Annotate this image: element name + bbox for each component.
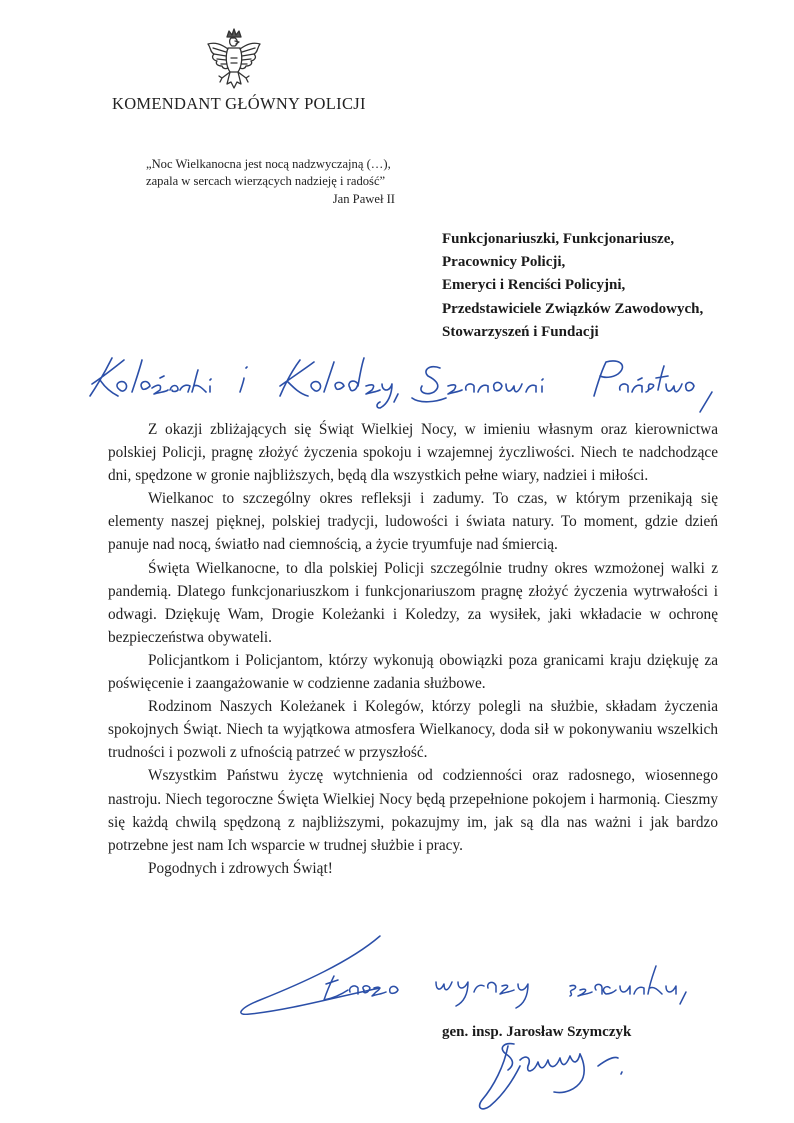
signer-name: gen. insp. Jarosław Szymczyk: [442, 1024, 632, 1040]
body-paragraph: Wielkanoc to szczególny okres refleksji i zadumy. To czas, w którym przenikają się elementy naszej pięknej, polskiej tradycji, ludowości i świata natury. To moment, gdzie dzień panuje nad nocą, światło nad ciemnością, a życie tryumfuje nad śmiercią.: [108, 490, 718, 554]
eagle-emblem-icon: [205, 28, 263, 96]
closing-text: Łączę wyrazy szacunku,: [230, 1020, 240, 1021]
body-paragraph: Wszystkim Państwu życzę wytchnienia od codzienności oraz radosnego, wiosennego nastroju. Niech tegoroczne Święta Wielkiej Nocy będą przepełnione pokojem i harmonią. Cieszmy się każdą chwilą spędzoną z najbliższymi, pokazujmy im, jak są dla nas ważni i jak bardzo potrzebne jest nam Ich wsparcie w trudnej służbie i pracy.: [108, 767, 718, 854]
recipients-block: [442, 228, 703, 344]
recipient-line: Stowarzyszeń i Fundacji: [442, 323, 599, 340]
letter-body: [108, 418, 718, 880]
recipient-line: Pracownicy Policji,: [442, 254, 566, 271]
quote-line: zapala w sercach wierzących nadzieję i radość”: [146, 174, 386, 188]
quote-line: „Noc Wielkanocna jest nocą nadzwyczajną (…),: [146, 157, 391, 171]
quote-author: Jan Paweł II: [332, 192, 395, 206]
handwritten-salutation: [80, 346, 740, 418]
recipient-line: Funkcjonariuszki, Funkcjonariusze,: [442, 231, 675, 247]
salutation-text: Koleżanki i Koledzy, Szanowni Państwo,: [80, 416, 97, 417]
handwritten-signature: [468, 1036, 648, 1116]
recipient-line: Przedstawiciele Związków Zawodowych,: [442, 300, 704, 317]
epigraph-quote: [146, 156, 406, 208]
body-paragraph: Policjantkom i Policjantom, którzy wykonują obowiązki poza granicami kraju dziękuję za poświęcenie i zaangażowanie w codzienne zadania służbowe.: [108, 651, 718, 693]
body-paragraph: Święta Wielkanocne, to dla polskiej Policji szczególnie trudny okres wzmożonej walki z pandemią. Dlatego funkcjonariuszkom i funkcjonariuszom pragnę złożyć życzenia wytrwałości i odwagi. Dziękuję Wam, Drogie Koleżanki i Koledzy, za wysiłek, jaki wkładacie w ochronę bezpieczeństwa obywateli.: [108, 559, 718, 646]
recipient-line: Emeryci i Renciści Policyjni,: [442, 277, 626, 294]
body-paragraph: Z okazji zbliżających się Świąt Wielkiej Nocy, w imieniu własnym oraz kierownictwa polskiej Policji, pragnę złożyć życzenia spokoju i wzajemnej życzliwości. Niech te nadchodzące dni, spędzone w gronie najbliższych, będą dla wszystkich pełne wiary, nadziei i miłości.: [108, 421, 718, 485]
body-paragraph: Rodzinom Naszych Koleżanek i Kolegów, którzy polegli na służbie, składam życzenia spokojnych Świąt. Niech ta wyjątkowa atmosfera Wielkanocy, doda sił w pokonywaniu wszelkich trudności i pozwoli z ufnością patrzeć w przyszłość.: [108, 698, 718, 762]
issuer-title: KOMENDANT GŁÓWNY POLICJI: [112, 94, 366, 113]
body-paragraph: Pogodnych i zdrowych Świąt!: [148, 859, 333, 877]
handwritten-closing: [230, 932, 700, 1022]
